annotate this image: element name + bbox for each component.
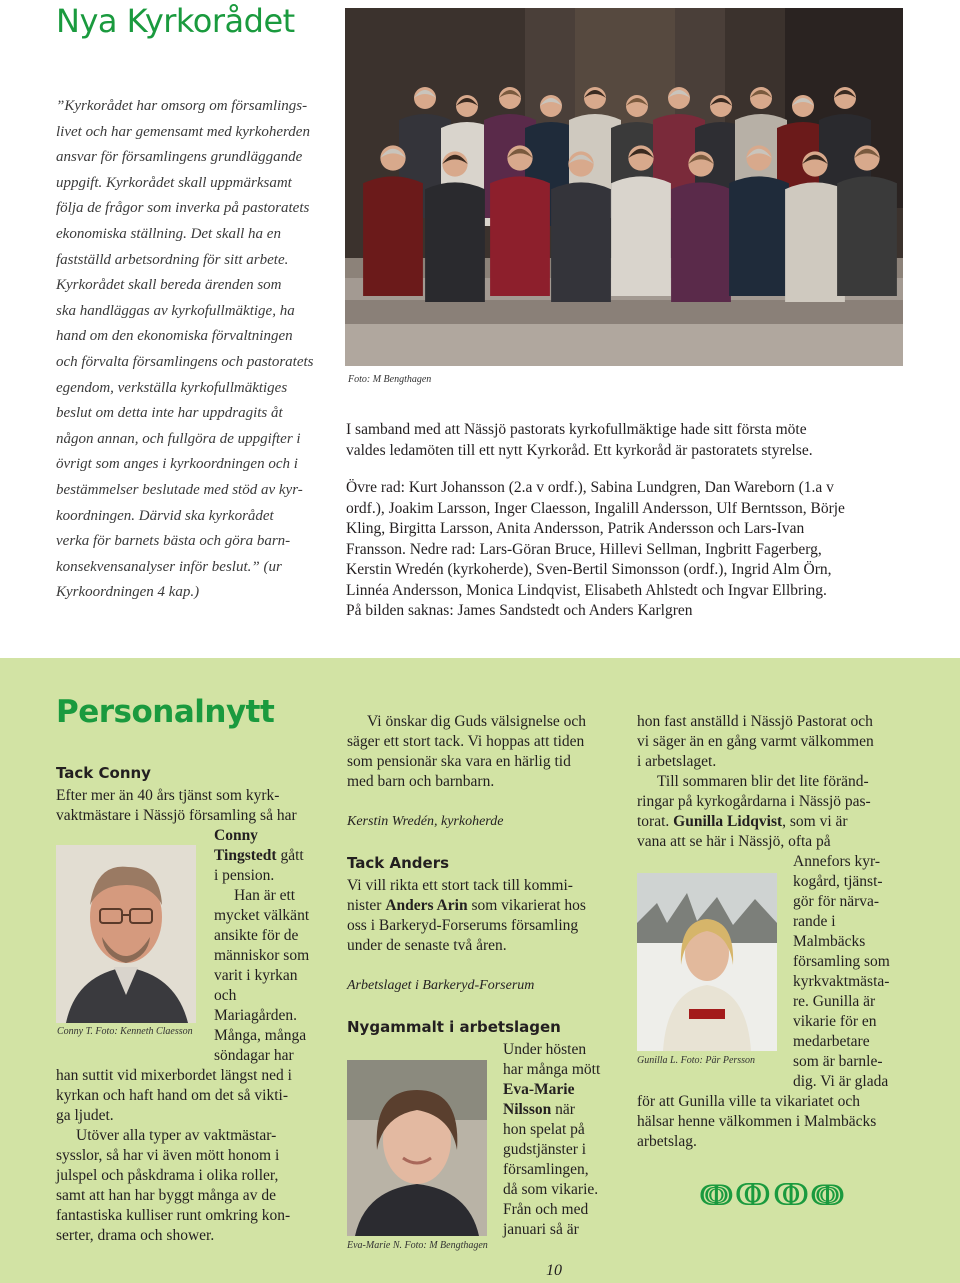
group-photo [345, 8, 903, 366]
conny-line: mycket välkänt [214, 907, 310, 924]
quote-line: fastställd arbetsordning för sitt arbete. [56, 251, 289, 268]
conny-line: och [214, 987, 237, 1004]
conny-photo-caption: Conny T. Foto: Kenneth Claesson [57, 1026, 193, 1037]
names-line: Kerstin Wredén (kyrkoherde), Sven-Bertil Simonsson (ordf.), Ingrid Alm Örn, [346, 561, 832, 578]
anders-line: oss i Barkeryd-Forserums församling [347, 917, 579, 934]
conny-text-top [56, 786, 297, 826]
anders-line: Vi vill rikta ett stort tack till kommi- [347, 877, 573, 894]
quote-line: verka för barnets bästa och göra barn- [56, 533, 291, 550]
col2-line: som pensionär ska vara en härlig tid [347, 753, 571, 770]
conny-line: Efter mer än 40 års tjänst som kyrk- [56, 787, 280, 804]
quote-line: övrigt som anges i kyrkoordningen och i [56, 456, 298, 473]
gunilla-line: dig. Vi är glada [793, 1073, 889, 1090]
conny-line: vaktmästare i Nässjö församling så har [56, 807, 297, 824]
gunilla-line: hon fast anställd i Nässjö Pastorat och [637, 713, 873, 730]
conny-line: serter, drama och shower. [56, 1227, 215, 1244]
eva-line: Under hösten [503, 1041, 587, 1058]
col2-line: med barn och barnbarn. [347, 773, 495, 790]
quote-line: och förvalta församlingens och pastoratets [56, 353, 314, 370]
quote-line: någon annan, och fullgöra de uppgifter i [56, 430, 301, 447]
eva-portrait [347, 1060, 487, 1236]
quote-line: livet och har gemensamt med kyrkoherden [56, 123, 310, 140]
gunilla-line: gör för närva- [793, 893, 880, 910]
eva-name-line: Nilsson när [503, 1101, 575, 1118]
group-photo-caption: Foto: M Bengthagen [348, 374, 432, 385]
col2-line: säger ett stort tack. Vi hoppas att tiden [347, 733, 585, 750]
conny-name-first: Conny [214, 827, 258, 844]
personalnytt-title: Personalnytt [56, 694, 275, 730]
names-line: Kling, Birgitta Larsson, Anita Andersson, Patrik Andersson och Lars-Ivan [346, 520, 805, 537]
anders-line: nister Anders Arin som vikarierat hos [347, 897, 586, 914]
quote-line: ”Kyrkorådet har omsorg om församlings- [56, 98, 308, 114]
quote-line: uppgift. Kyrkorådet skall uppmärksamt [56, 174, 292, 191]
page-title: Nya Kyrkorådet [56, 2, 295, 40]
conny-line: samt att han har byggt många av de [56, 1187, 276, 1204]
conny-text-right [214, 826, 309, 1066]
conny-portrait [56, 845, 196, 1023]
quote-line: koordningen. Därvid ska kyrkorådet [56, 507, 274, 524]
col2-text-top [347, 712, 586, 792]
gunilla-line: för att Gunilla ville ta vikariatet och [637, 1093, 860, 1110]
intro-text [346, 420, 926, 461]
gunilla-text-top [637, 712, 874, 852]
decorative-ornament-icon: ↈↂↂↈ [700, 1179, 846, 1212]
names-line: ordf.), Joakim Larsson, Inger Claesson, Ingalill Andersson, Ulf Berntsson, Börje [346, 499, 845, 517]
eva-text [503, 1040, 600, 1240]
conny-line: Utöver alla typer av vaktmästar- [76, 1127, 277, 1144]
quote-line: Kyrkoordningen 4 kap.) [56, 584, 200, 601]
gunilla-line: medarbetare [793, 1033, 870, 1050]
gunilla-line: vikarie för en [793, 1013, 877, 1030]
conny-line: sysslor, så har vi även mött honom i [56, 1147, 280, 1164]
gunilla-line: Malmbäcks [793, 933, 866, 950]
names-line: Övre rad: Kurt Johansson (2.a v ordf.), Sabina Lundgren, Dan Wareborn (1.a v [346, 479, 834, 496]
gunilla-line: vi säger än en gång varmt välkommen [637, 733, 874, 750]
names-list [346, 478, 926, 622]
eva-line: januari så är [503, 1221, 579, 1238]
conny-line: varit i kyrkan [214, 967, 298, 984]
gunilla-line: Till sommaren blir det lite föränd- [657, 773, 869, 790]
conny-line: julspel och påskdrama i olika roller, [56, 1167, 279, 1184]
anders-text [347, 876, 586, 956]
eva-line: har många mött [503, 1061, 601, 1078]
group-photo-illustration [345, 8, 903, 366]
eva-line: församlingen, [503, 1161, 589, 1178]
names-line: Linnéa Andersson, Monica Lindqvist, Elisabeth Ahlstedt och Ingvar Ellbring. [346, 581, 827, 599]
gunilla-line: vana att se här i Nässjö, ofta på [637, 833, 831, 850]
conny-line: Mariagården. [214, 1007, 298, 1024]
gunilla-text-bottom [637, 1092, 876, 1152]
conny-line: Han är ett [234, 887, 296, 904]
gunilla-photo [637, 873, 777, 1051]
gunilla-line: i arbetslaget. [637, 753, 717, 770]
quote-line: Kyrkorådet skall bereda ärenden som [56, 277, 282, 294]
eva-line: då som vikarie. [503, 1181, 599, 1198]
conny-heading: Tack Conny [56, 764, 151, 782]
eva-heading: Nygammalt i arbetslagen [347, 1018, 561, 1036]
col2-line: Vi önskar dig Guds välsignelse och [367, 713, 587, 730]
anders-line: under de senaste två åren. [347, 937, 507, 954]
conny-line: människor som [214, 947, 310, 964]
quote-line: bestämmelser beslutade med stöd av kyr- [56, 481, 303, 498]
eva-line: hon spelat på [503, 1121, 585, 1138]
gunilla-portrait [637, 873, 777, 1051]
gunilla-line: hälsar henne välkommen i Malmbäcks [637, 1113, 877, 1130]
gunilla-photo-caption: Gunilla L. Foto: Pär Persson [637, 1055, 756, 1066]
eva-line: gudstjänster i [503, 1141, 587, 1158]
conny-name-line: Tingstedt gått [214, 847, 304, 864]
gunilla-line: ringar på kyrkogårdarna i Nässjö pas- [637, 793, 871, 810]
gunilla-line: församling som [793, 953, 890, 970]
eva-line: Från och med [503, 1201, 589, 1218]
gunilla-line: rande i [793, 913, 836, 930]
names-line: Fransson. Nedre rad: Lars-Göran Bruce, Hillevi Sellman, Ingbritt Fagerberg, [346, 540, 822, 558]
eva-photo-caption: Eva-Marie N. Foto: M Bengthagen [347, 1240, 488, 1251]
page-number: 10 [546, 1262, 562, 1279]
gunilla-line: som är barnle- [793, 1053, 883, 1070]
conny-line: han suttit vid mixerbordet längst ned i [56, 1067, 292, 1084]
conny-line: Många, många [214, 1027, 307, 1044]
conny-photo [56, 845, 196, 1023]
gunilla-text-right [793, 852, 890, 1092]
quote-line: ska handläggas av kyrkofullmäktige, ha [56, 302, 295, 319]
quote-line: konsekvensanalyser inför beslut.” (ur [56, 558, 282, 575]
names-line: På bilden saknas: James Sandstedt och Anders Karlgren [346, 602, 693, 619]
eva-photo [347, 1060, 487, 1236]
conny-line: ansikte för de [214, 927, 299, 944]
quote-line: ekonomiska ställning. Det skall ha en [56, 225, 281, 242]
anders-heading: Tack Anders [347, 854, 450, 872]
conny-line: kyrkan och haft hand om det så vikti- [56, 1087, 289, 1104]
conny-line: ga ljudet. [56, 1107, 114, 1124]
gunilla-line: re. Gunilla är [793, 993, 876, 1010]
conny-line: söndagar har [214, 1047, 294, 1064]
eva-name-first: Eva-Marie [503, 1081, 575, 1098]
col2-signature: Kerstin Wredén, kyrkoherde [347, 814, 504, 829]
quote-line: hand om den ekonomiska förvaltningen [56, 328, 293, 345]
gunilla-line: kyrkvaktmästa- [793, 973, 890, 990]
conny-text-bottom [56, 1066, 292, 1246]
gunilla-line: arbetslag. [637, 1133, 697, 1150]
intro-line: I samband med att Nässjö pastorats kyrkofullmäktige hade sitt första möte [346, 421, 807, 438]
conny-line: fantastiska kulliser runt omkring kon- [56, 1207, 291, 1224]
gunilla-name-line: torat. Gunilla Lidqvist, som vi är [637, 813, 848, 830]
quote-line: beslut om detta inte har uppdragits åt [56, 405, 283, 422]
intro-line: valdes ledamöten till ett nytt Kyrkoråd. Ett kyrkoråd är pastoratets styrelse. [346, 441, 813, 459]
gunilla-line: kogård, tjänst- [793, 873, 883, 890]
quote-block [56, 94, 326, 606]
quote-line: ansvar för församlingens grundläggande [56, 149, 303, 166]
quote-line: egendom, verkställa kyrkofullmäktiges [56, 379, 288, 396]
anders-signature: Arbetslaget i Barkeryd-Forserum [347, 978, 535, 993]
conny-line: i pension. [214, 867, 275, 884]
quote-line: följa de frågor som inverka på pastoratets [56, 200, 310, 217]
gunilla-line: Annefors kyr- [793, 853, 881, 870]
